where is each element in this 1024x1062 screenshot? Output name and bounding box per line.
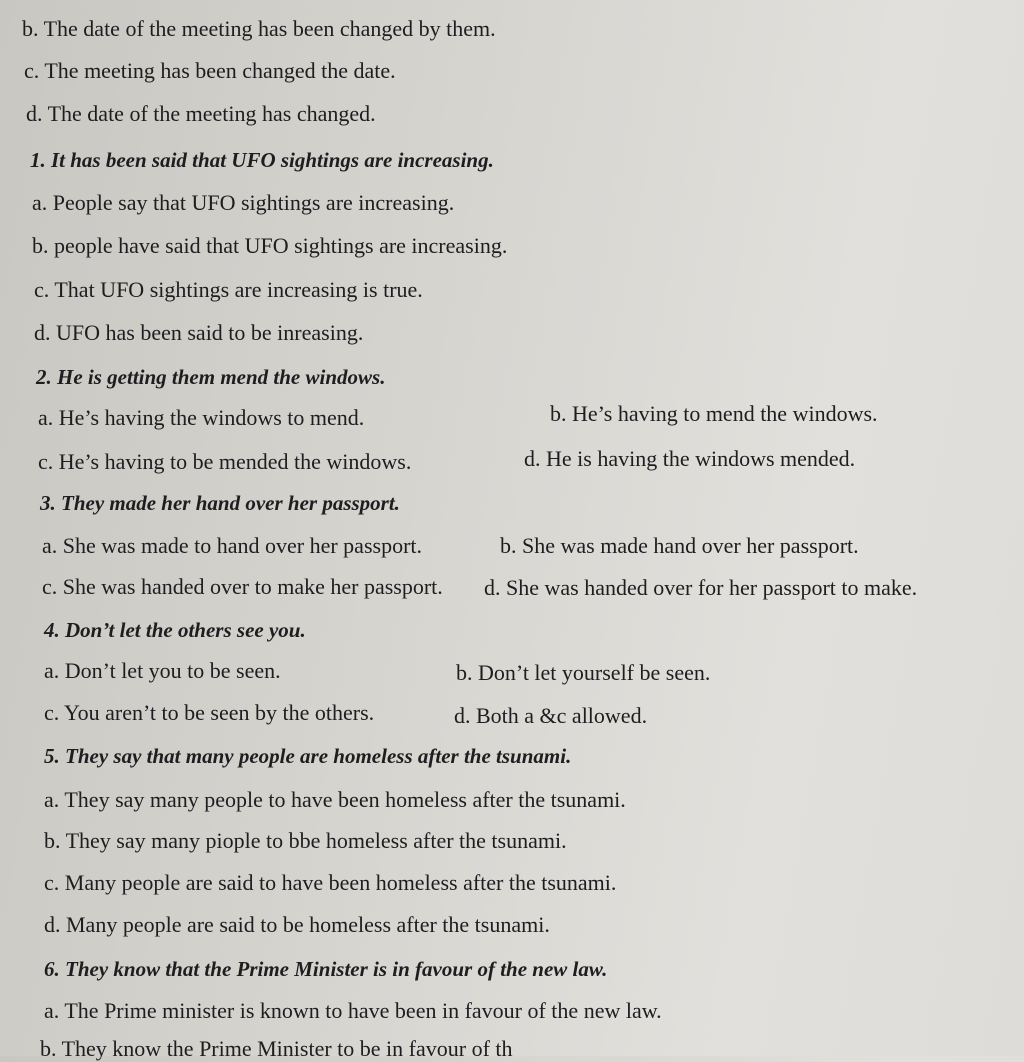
question-1-option-a: a. People say that UFO sightings are increasing. [32, 190, 455, 215]
question-4-prompt: 4. Don’t let the others see you. [44, 618, 306, 642]
prev-option-d: d. The date of the meeting has changed. [26, 101, 376, 126]
question-4-option-d: d. Both a &c allowed. [454, 703, 648, 728]
question-3-prompt: 3. They made her hand over her passport. [40, 491, 400, 515]
question-1-option-c: c. That UFO sightings are increasing is true. [34, 277, 423, 302]
question-5-prompt: 5. They say that many people are homeless after the tsunami. [44, 744, 572, 768]
question-4-option-b: b. Don’t let yourself be seen. [456, 660, 711, 685]
question-5-option-d: d. Many people are said to be homeless after the tsunami. [44, 912, 550, 937]
prev-option-c: c. The meeting has been changed the date. [24, 58, 396, 83]
question-3-option-b: b. She was made hand over her passport. [500, 533, 859, 558]
question-2-option-c: c. He’s having to be mended the windows. [38, 449, 412, 474]
question-4-option-a: a. Don’t let you to be seen. [44, 658, 281, 683]
question-5-option-b: b. They say many piople to bbe homeless after the tsunami. [44, 828, 567, 853]
question-4-option-c: c. You aren’t to be seen by the others. [44, 700, 375, 725]
question-2-option-a: a. He’s having the windows to mend. [38, 405, 365, 430]
question-3-option-c: c. She was handed over to make her passport. [42, 574, 443, 599]
question-5-option-a: a. They say many people to have been homeless after the tsunami. [44, 787, 626, 812]
question-2-option-b: b. He’s having to mend the windows. [550, 401, 878, 426]
prev-option-b: b. The date of the meeting has been changed by them. [22, 16, 496, 41]
question-6-prompt: 6. They know that the Prime Minister is in favour of the new law. [44, 957, 608, 981]
question-2-option-d: d. He is having the windows mended. [524, 446, 856, 471]
question-1-option-d: d. UFO has been said to be inreasing. [34, 320, 364, 345]
question-3-option-a: a. She was made to hand over her passport. [42, 533, 423, 558]
question-6-option-b: b. They know the Prime Minister to be in favour of th [40, 1036, 513, 1061]
question-3-option-d: d. She was handed over for her passport to make. [484, 575, 918, 600]
question-5-option-c: c. Many people are said to have been homeless after the tsunami. [44, 870, 617, 895]
question-6-option-a: a. The Prime minister is known to have been in favour of the new law. [44, 998, 662, 1023]
question-2-prompt: 2. He is getting them mend the windows. [36, 365, 386, 389]
question-1-prompt: 1. It has been said that UFO sightings are increasing. [30, 148, 494, 172]
question-1-option-b: b. people have said that UFO sightings are increasing. [32, 233, 508, 258]
